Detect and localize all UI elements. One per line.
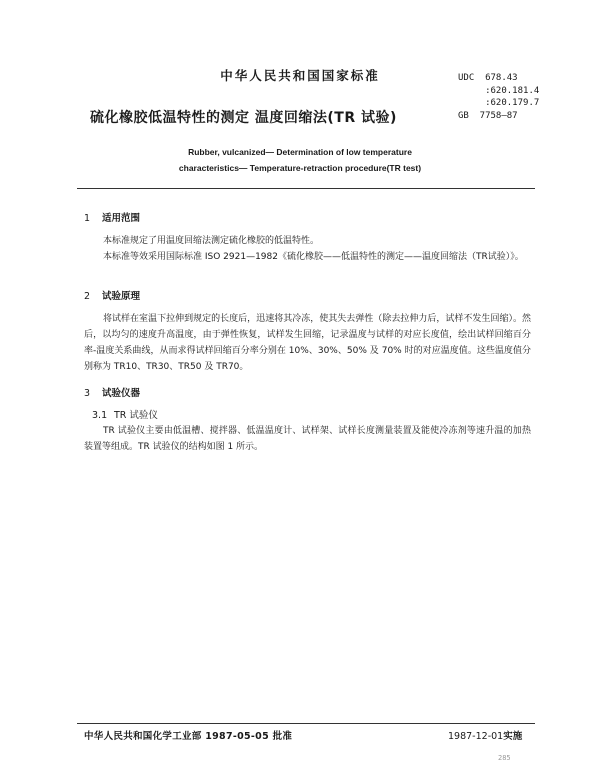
- paragraph: 将试样在室温下拉伸到规定的长度后，迅速将其冷冻，使其失去弹性（除去拉伸力后，试样不发生回缩）。然后，以均匀的速度升高温度，由于弹性恢复，试样发生回缩，记录温度与试样的对应长度值，绘出试样回缩百分率-温度关系曲线，从而求得试样回缩百分率分别在 10%、30%、50% 及 70% 时的对应温度值。这些温度值分别称为 TR10、TR30、TR50 及 TR70。: [84, 314, 531, 372]
- subsection-heading: [92, 407, 158, 421]
- paragraph: 本标准规定了用温度回缩法测定硫化橡胶的低温特性。: [103, 236, 320, 246]
- section-title: 适用范围: [102, 213, 141, 224]
- udc-line: :620.179.7: [458, 98, 540, 108]
- section-heading: [84, 210, 140, 224]
- effective-line: [448, 728, 522, 742]
- udc-line: UDC 678.43: [458, 73, 518, 83]
- approval-line: 中华人民共和国化学工业部 1987-05-05 批准: [84, 731, 293, 742]
- title-en-line: Rubber, vulcanized— Determination of low temperature: [188, 147, 412, 157]
- gb-number: GB 7758—87: [458, 110, 518, 121]
- effective-date: 1987-12-01: [448, 731, 504, 742]
- effective-label: 实施: [503, 731, 523, 742]
- subsection-number: 3.1: [92, 410, 108, 421]
- section-number: 1: [84, 213, 91, 224]
- section-heading: [84, 385, 140, 399]
- top-divider: [77, 188, 535, 189]
- section-title: 试验仪器: [102, 388, 141, 399]
- title-en-line: characteristics— Temperature-retraction procedure(TR test): [178, 163, 422, 173]
- udc-block: [458, 72, 539, 122]
- paragraph: TR 试验仪主要由低温槽、搅拌器、低温温度计、试样架、试样长度测量装置及能使冷冻剂等速升温的加热装置等组成。TR 试验仪的结构如图 1 所示。: [84, 426, 531, 452]
- paragraph: 本标准等效采用国际标准 ISO 2921—1982《硫化橡胶——低温特性的测定——温度回缩法（TR试验）》。: [103, 252, 524, 262]
- document-title-cn: 硫化橡胶低温特性的测定 温度回缩法(TR 试验): [90, 110, 397, 126]
- subsection-title: TR 试验仪: [114, 410, 158, 421]
- bottom-divider: [77, 723, 535, 724]
- section-heading: [84, 288, 140, 302]
- udc-line: :620.181.4: [458, 85, 540, 96]
- standard-org-title: 中华人民共和国国家标准: [220, 68, 380, 83]
- page-number: 285: [498, 754, 511, 762]
- document-title-en: [0, 144, 600, 176]
- section-title: 试验原理: [102, 291, 141, 302]
- section-number: 3: [84, 388, 91, 399]
- section-number: 2: [84, 291, 91, 302]
